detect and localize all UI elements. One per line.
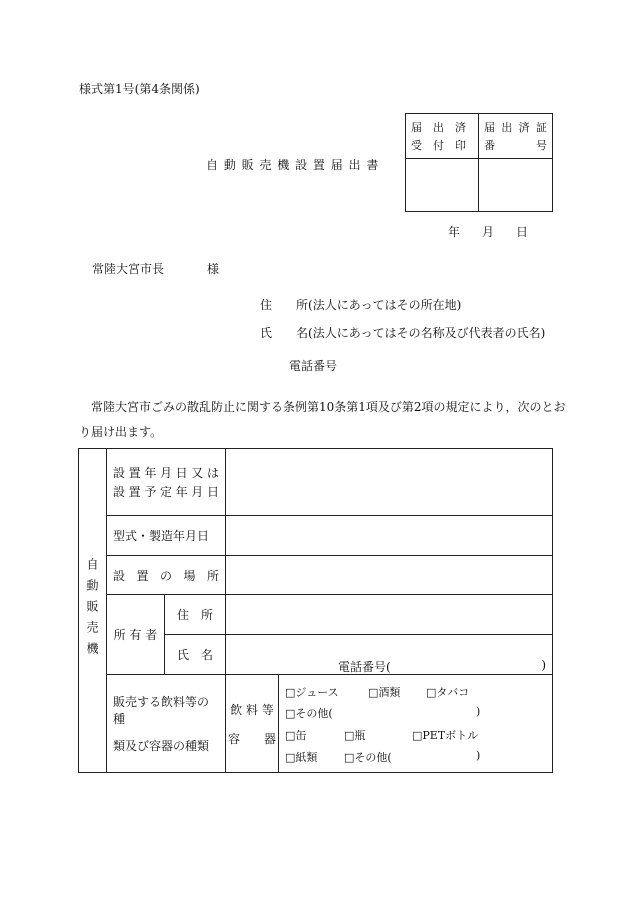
install-date-label: 設 置 年 月 日 又 は 設 置 予 定 年 月 日 (107, 449, 226, 516)
receipt-stamp-area (406, 159, 479, 212)
applicant-phone: 電話番号 (289, 359, 338, 373)
option-paper[interactable]: □紙類 (285, 750, 318, 764)
address-note: (法人にあってはその所在地) (308, 298, 462, 312)
cert-number-header: 届 出 済 証 番 号 (479, 114, 553, 159)
submission-date (448, 223, 528, 240)
owner-address-field[interactable] (226, 595, 553, 635)
owner-name-label: 氏 名 (165, 635, 226, 675)
month-label: 月 (481, 225, 494, 239)
option-bev-other[interactable]: □その他( (285, 706, 333, 720)
options-cell (279, 675, 553, 773)
beverage-label: 飲 料 等 (230, 702, 274, 717)
location-field[interactable] (226, 556, 553, 595)
sales-type-label: 販売する飲料等の種 類及び容器の種類 (107, 675, 226, 773)
model-field[interactable] (226, 516, 553, 556)
container-label: 容 器 (228, 731, 277, 746)
cont-other-close: ) (476, 748, 481, 762)
option-cont-other[interactable]: □その他( (344, 750, 392, 764)
body-text-line-1: 常陸大宮市ごみの散乱防止に関する条例第10条第1項及び第2項の規定により，次のとお (79, 400, 566, 414)
option-pet[interactable]: □PETボトル (412, 728, 479, 742)
owner-name-field[interactable] (226, 635, 553, 675)
install-date-field[interactable] (226, 449, 553, 516)
option-can[interactable]: □缶 (285, 728, 307, 742)
owner-address-label: 住 所 (165, 595, 226, 635)
owner-label: 所 有 者 (107, 595, 165, 675)
document-title: 自 動 販 売 機 設 置 届 出 書 (206, 158, 380, 172)
side-label-cell (79, 449, 107, 773)
honorific: 様 (207, 262, 220, 276)
name-note: (法人にあってはその名称及び代表者の氏名) (308, 326, 546, 340)
year-label: 年 (448, 225, 461, 239)
receipt-line-2: 受 付 印 (411, 139, 466, 152)
receipt-stamp-box (405, 113, 553, 212)
form-number: 様式第1号(第4条関係) (79, 82, 200, 96)
model-label: 型式・製造年月日 (107, 516, 226, 556)
name-label: 氏 名 (260, 326, 309, 340)
applicant-address (260, 296, 461, 313)
option-tobacco[interactable]: □タバコ (426, 685, 470, 699)
option-juice[interactable]: □ジュース (285, 685, 339, 699)
option-alcohol[interactable]: □酒類 (368, 685, 401, 699)
addressee: 常陸大宮市長 (92, 262, 165, 276)
body-text-line-2: り届け出ます。 (79, 425, 163, 439)
category-labels (226, 675, 279, 773)
owner-phone-close: ) (541, 658, 546, 672)
side-label: 自動販売機 (85, 558, 99, 663)
receipt-line-1: 届 出 済 (411, 121, 466, 134)
receipt-col-header (406, 114, 479, 159)
owner-phone-label: 電話番号( (338, 660, 391, 674)
cert-number-area (479, 159, 553, 212)
option-bottle[interactable]: □瓶 (344, 728, 366, 742)
applicant-name (260, 324, 545, 341)
address-label: 住 所 (260, 298, 309, 312)
bev-other-close: ) (476, 704, 481, 718)
machine-details-table (78, 448, 553, 773)
day-label: 日 (515, 225, 528, 239)
location-label: 設 置 の 場 所 (107, 556, 226, 595)
